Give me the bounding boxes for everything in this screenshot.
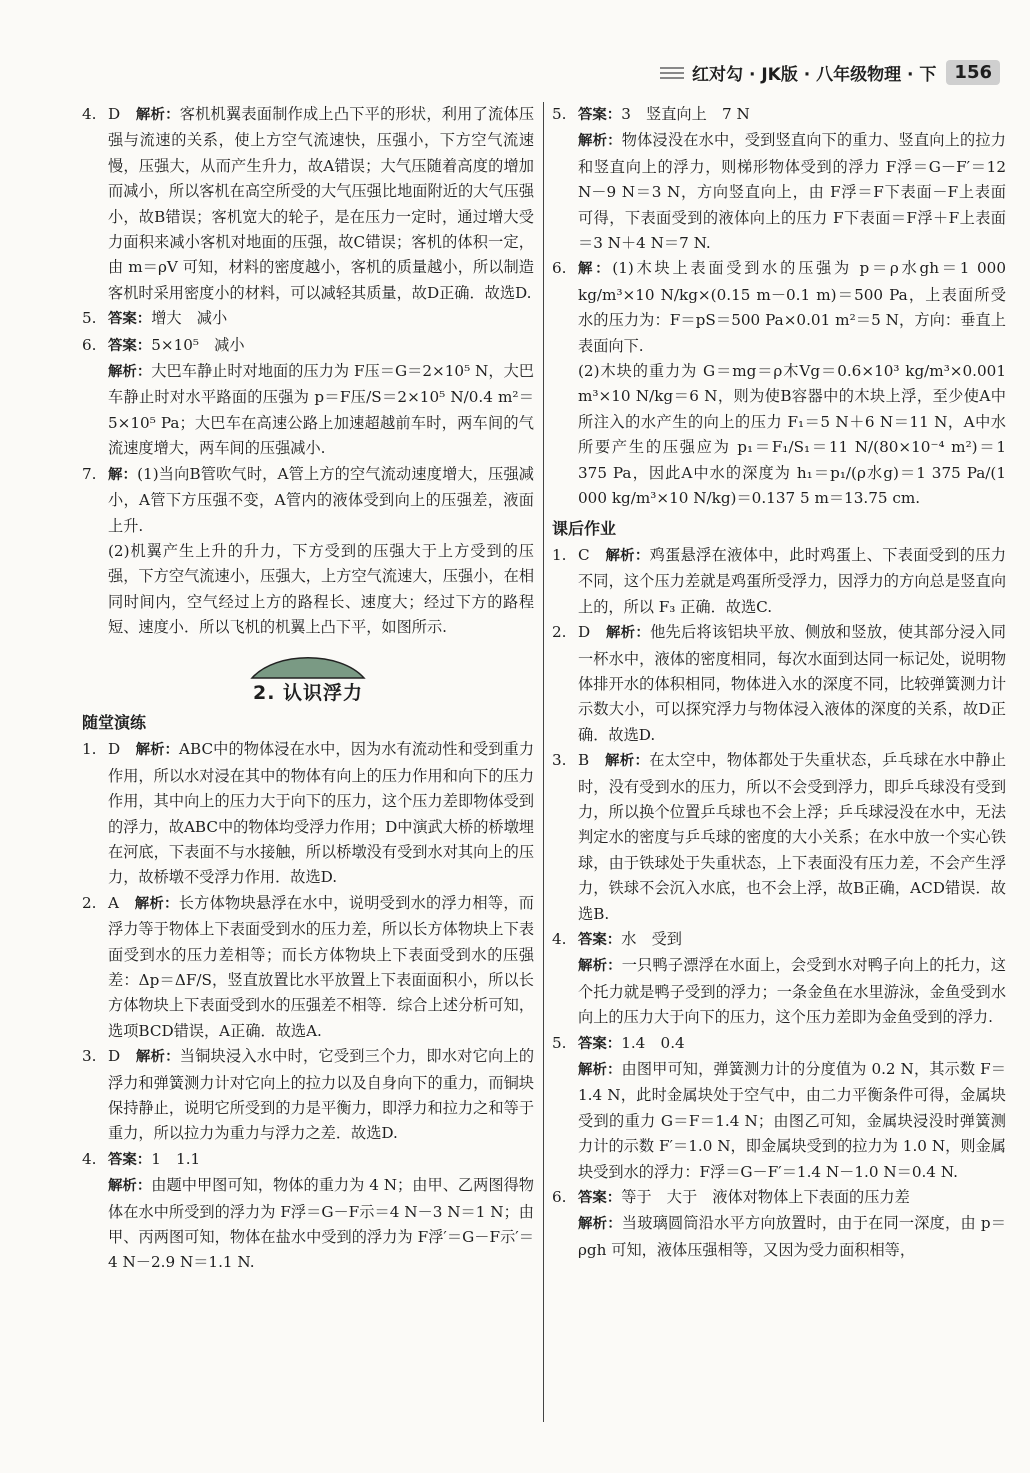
answer-left-q5: 5. 答案：增大 减小: [82, 309, 228, 328]
section-title-practice: 随堂演练: [82, 712, 147, 732]
answer-h1: 1. C 解析：鸡蛋悬浮在液体中，此时鸡蛋上、下表面受到的压力不同，这个压力差就是鸡蛋所受浮力，因浮力的方向总是竖直向上的，所以 F₃ 正确．故选C.: [552, 545, 1007, 616]
answer-s2: 2. A 解析：长方体物块悬浮在水中，说明受到水的浮力相等，而浮力等于物体上下表面受到水的压力差，所以长方体物块上下表面受到水的压力差相等；而长方体物块上下表面受到水的压强差：Δp＝ΔF/S，竖直放置比水平放置上下表面面积小，所以长方体物块上下表面受到水的压强差不相等．综合上述分析可知，选项BCD错误，A正确．故选A.: [82, 893, 534, 1040]
chapter-title: 2. 认识浮力: [252, 681, 364, 704]
answer-h2: 2. D 解析：他先后将该铝块平放、侧放和竖放，使其部分浸入同一杯水中，液体的密度相同，每次水面到达同一标记处，说明物体排开水的体积相同，物体进入水的深度不同，比较弹簧测力计示数大小，可以探究浮力与物体浸入液体的深度的关系，故D正确．故选D.: [552, 623, 1006, 744]
left-column: [82, 102, 534, 1276]
answer-left-q6: 6. 答案：5×10⁵ 减小 解析：大巴车静止时对地面的压力为 F压＝G＝2×10⁵ N，大巴车静止时对水平路面的压强为 p＝F压/S＝2×10⁵ N/0.4 m²＝5×10⁵ Pa；大巴车在高速公路上加速超越前车时，两车间的气流速度增大，两车间的压强减小.: [82, 335, 534, 458]
answer-left-q4: 4. D 解析：客机机翼表面制作成上凸下平的形状，利用了流体压强与流速的关系，使上方空气流速快，压强小，下方空气流速慢，压强大，从而产生升力，故A错误；大气压随着高度的增加而减小，所以客机在高空所受的大气压强比地面附近的大气压强小，故B错误；客机宽大的轮子，是在压力一定时，通过增大受力面积来减小客机对地面的压强，故C错误；客机的体积一定，由 m＝ρV 可知，材料的密度越小，客机的质量越小，所以制造客机时采用密度小的材料，可以减轻其质量，故D正确．故选D.: [82, 105, 535, 302]
header-title: 红对勾 · JK版 · 八年级物理 · 下: [692, 65, 937, 85]
wing-shape-icon: [248, 647, 368, 681]
answer-h6: 6. 答案：等于 大于 液体对物体上下表面的压力差 解析：当玻璃圆筒沿水平方向放置时，由于在同一深度，由 p＝ρgh 可知，液体压强相等，又因为受力面积相等，: [552, 1188, 1006, 1259]
chapter-heading: [82, 647, 534, 706]
section-title-homework: 课后作业: [552, 518, 617, 538]
answer-h5: 5. 答案：1.4 0.4 解析：由图甲可知，弹簧测力计的分度值为 0.2 N，其示数 F＝1.4 N，此时金属块处于空气中，由二力平衡条件可得，金属块受到的重力 G＝F＝1.4 N；由图乙可知，金属块浸没时弹簧测力计的示数 F′＝1.0 N，即金属块受到的拉力为 1.0 N，则金属块受到水的浮力：F浮＝G－F′＝1.4 N－1.0 N＝0.4 N.: [552, 1033, 1006, 1181]
column-divider: [543, 102, 544, 1422]
answer-h3: 3. B 解析：在太空中，物体都处于失重状态，乒乓球在水中静止时，没有受到水的压力，所以不会受到浮力，即乒乓球没有受到力，所以换个位置乒乓球也不会上浮；乒乓球浸没在水中，无法判定水的密度与乒乓球的密度的大小关系；在水中放一个实心铁球，由于铁球处于失重状态，上下表面没有压力差，不会产生浮力，铁球不会沉入水底，也不会上浮，故B正确，ACD错误．故选B.: [552, 751, 1007, 923]
page-header: [660, 60, 1000, 85]
answer-left-q7: 7. 解：(1)当向B管吹气时，A管上方的空气流动速度增大，压强减小，A管下方压强不变，A管内的液体受到向上的压强差，液面上升. (2)机翼产生上升的升力，下方受到的压强大于上方受到的压强，下方空气流速小，压强大，上方空气流速大，压强小，在相同时间内，空气经过上方的路程长、速度大；经过下方的路程短、速度小．所以飞机的机翼上凸下平，如图所示.: [82, 464, 534, 637]
answer-s3: 3. D 解析：当铜块浸入水中时，它受到三个力，即水对它向上的浮力和弹簧测力计对它向上的拉力以及自身向下的重力，而铜块保持静止，说明它所受到的力是平衡力，即浮力和拉力之和等于重力，所以拉力为重力与浮力之差．故选D.: [82, 1047, 535, 1143]
answer-h4: 4. 答案：水 受到 解析：一只鸭子漂浮在水面上，会受到水对鸭子向上的托力，这个托力就是鸭子受到的浮力；一条金鱼在水里游泳，金鱼受到水向上的压力大于向下的压力，这个压力差即为金鱼受到的浮力.: [552, 930, 1006, 1027]
right-column: [552, 102, 1006, 1263]
answer-s5: 5. 答案：3 竖直向上 7 N 解析：物体浸没在水中，受到竖直向下的重力、竖直向上的拉力和竖直向上的浮力，则梯形物体受到的浮力 F浮＝G－F′＝12 N－9 N＝3 N，方向竖直向上，由 F浮＝F下表面－F上表面 可得，下表面受到的液体向上的压力 F下表面＝F浮＋F上表面＝3 N＋4 N＝7 N.: [552, 105, 1006, 253]
page-number: 156: [946, 60, 1000, 85]
header-lines-icon: [660, 64, 684, 82]
answer-s1: 1. D 解析：ABC中的物体浸在水中，因为水有流动性和受到重力作用，所以水对浸在其中的物体有向上的压力作用和向下的压力作用，其中向上的压力大于向下的压力，这个压力差即物体受到的浮力，故ABC中的物体均受浮力作用；D中演武大桥的桥墩埋在河底，下表面不与水接触，所以桥墩没有受到水对其向上的压力，故桥墩不受浮力作用．故选D.: [82, 740, 535, 887]
answer-s6: 6. 解：(1)木块上表面受到水的压强为 p＝ρ水gh＝1 000 kg/m³×10 N/kg×(0.15 m－0.1 m)＝500 Pa，上表面所受水的压力为：F＝pS＝500 Pa×0.01 m²＝5 N，方向：垂直上表面向下. (2)木块的重力为 G＝mg＝ρ木Vg＝0.6×10³ kg/m³×0.001 m³×10 N/kg＝6 N，则为使B容器中的木块上浮，至少使A中所注入的水产生的向上的压力 F₁＝5 N＋6 N＝11 N，A中水所要产生的压强应为 p₁＝F₁/S₁＝11 N/(80×10⁻⁴ m²)＝1 375 Pa，因此A中水的深度为 h₁＝p₁/(ρ水g)＝1 375 Pa/(1 000 kg/m³×10 N/kg)＝0.137 5 m＝13.75 cm.: [552, 259, 1006, 508]
answer-s4: 4. 答案：1 1.1 解析：由题中甲图可知，物体的重力为 4 N；由甲、乙两图得物体在水中所受到的浮力为 F浮＝G－F示＝4 N－3 N＝1 N；由甲、丙两图可知，物体在盐水中受到的浮力为 F浮′＝G－F示′＝4 N－2.9 N＝1.1 N.: [82, 1149, 534, 1272]
